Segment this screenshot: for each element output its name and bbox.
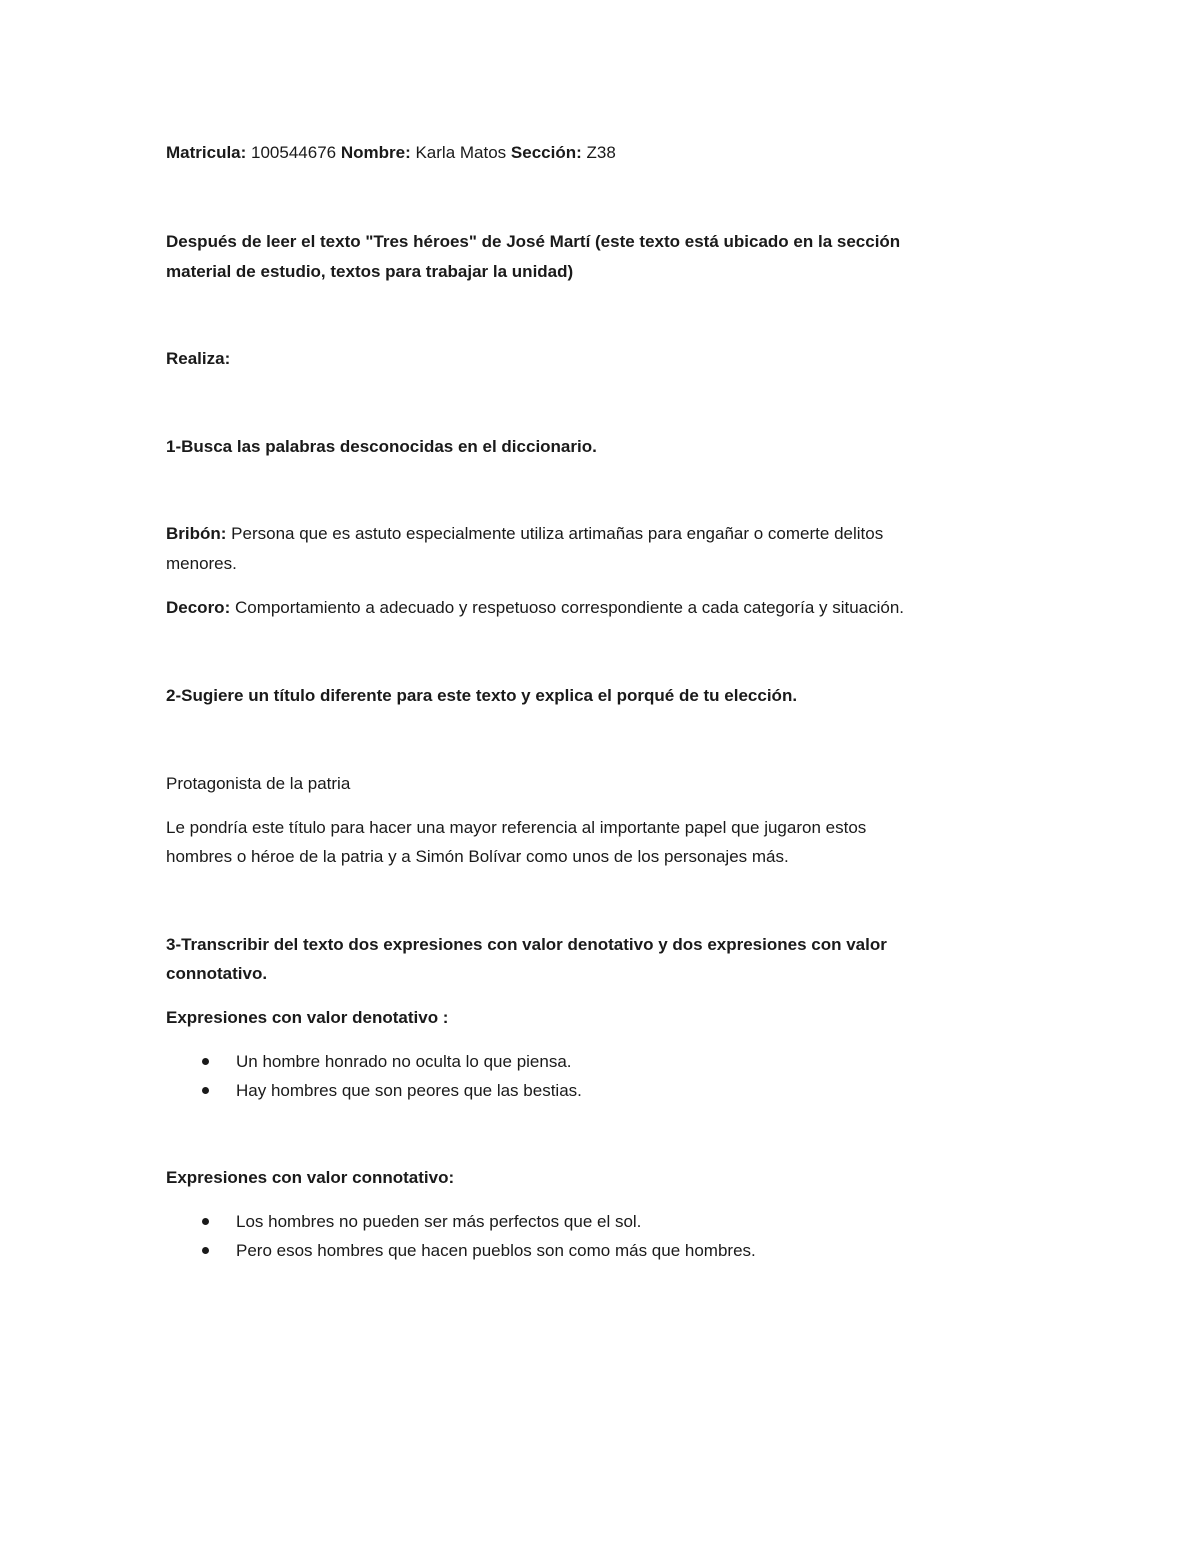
list-item: [166, 1207, 1026, 1236]
list-item-text: Hay hombres que son peores que las bestias.: [236, 1081, 582, 1100]
list-item: [166, 1236, 1026, 1265]
question-1-title: 1-Busca las palabras desconocidas en el diccionario.: [166, 437, 597, 456]
student-info-line: [166, 139, 1026, 167]
seccion-label-text: Sección:: [510, 143, 582, 162]
bullet-icon: [202, 1247, 209, 1254]
list-item-text: Pero esos hombres que hacen pueblos son como más que hombres.: [236, 1241, 756, 1260]
matricula-value: 100544676: [246, 143, 341, 162]
term-bribon-line-1: [166, 520, 1026, 548]
question-3-title-line-2: connotativo.: [166, 964, 268, 983]
realiza-heading: Realiza:: [166, 349, 231, 368]
instruction-line-2: material de estudio, textos para trabajar la unidad): [166, 262, 574, 281]
term-decoro-line: [166, 594, 1026, 622]
list-item-text: Un hombre honrado no oculta lo que piensa.: [236, 1052, 572, 1071]
explanation-line-2: hombres o héroe de la patria y a Simón Bolívar como unos de los personajes más.: [166, 847, 789, 866]
bullet-icon: [202, 1058, 209, 1065]
list-item: [166, 1076, 1026, 1105]
nombre-label: Nombre:: [340, 143, 411, 162]
suggested-title: Protagonista de la patria: [166, 774, 351, 793]
bullet-icon: [202, 1218, 209, 1225]
term-bribon-definition: Persona que es astuto especialmente utiliza artimañas para engañar o comerte delitos: [226, 524, 884, 543]
connotativo-list: [166, 1207, 1026, 1265]
bullet-icon: [202, 1087, 209, 1094]
denotativo-list: [166, 1047, 1026, 1105]
nombre-value: Karla Matos: [410, 143, 511, 162]
term-bribon-line-2: menores.: [166, 554, 237, 573]
connotativo-heading: Expresiones con valor connotativo:: [166, 1168, 455, 1187]
denotativo-heading: Expresiones con valor denotativo :: [166, 1008, 449, 1027]
instruction-line-1: Después de leer el texto "Tres héroes" de José Martí (este texto está ubicado en la sección: [166, 232, 901, 251]
question-3-title-line-1: 3-Transcribir del texto dos expresiones con valor denotativo y dos expresiones con valor: [166, 935, 887, 954]
term-decoro-label: Decoro:: [166, 598, 231, 617]
explanation-line-1: Le pondría este título para hacer una mayor referencia al importante papel que jugaron estos: [166, 818, 867, 837]
list-item-text: Los hombres no pueden ser más perfectos que el sol.: [236, 1212, 642, 1231]
matricula-label: Matricula:: [166, 143, 247, 162]
seccion-value: Z38: [581, 143, 616, 162]
term-decoro-definition: Comportamiento a adecuado y respetuoso correspondiente a cada categoría y situación.: [230, 598, 905, 617]
question-2-title: 2-Sugiere un título diferente para este texto y explica el porqué de tu elección.: [166, 686, 798, 705]
term-bribon-label: Bribón:: [166, 524, 227, 543]
list-item: [166, 1047, 1026, 1076]
